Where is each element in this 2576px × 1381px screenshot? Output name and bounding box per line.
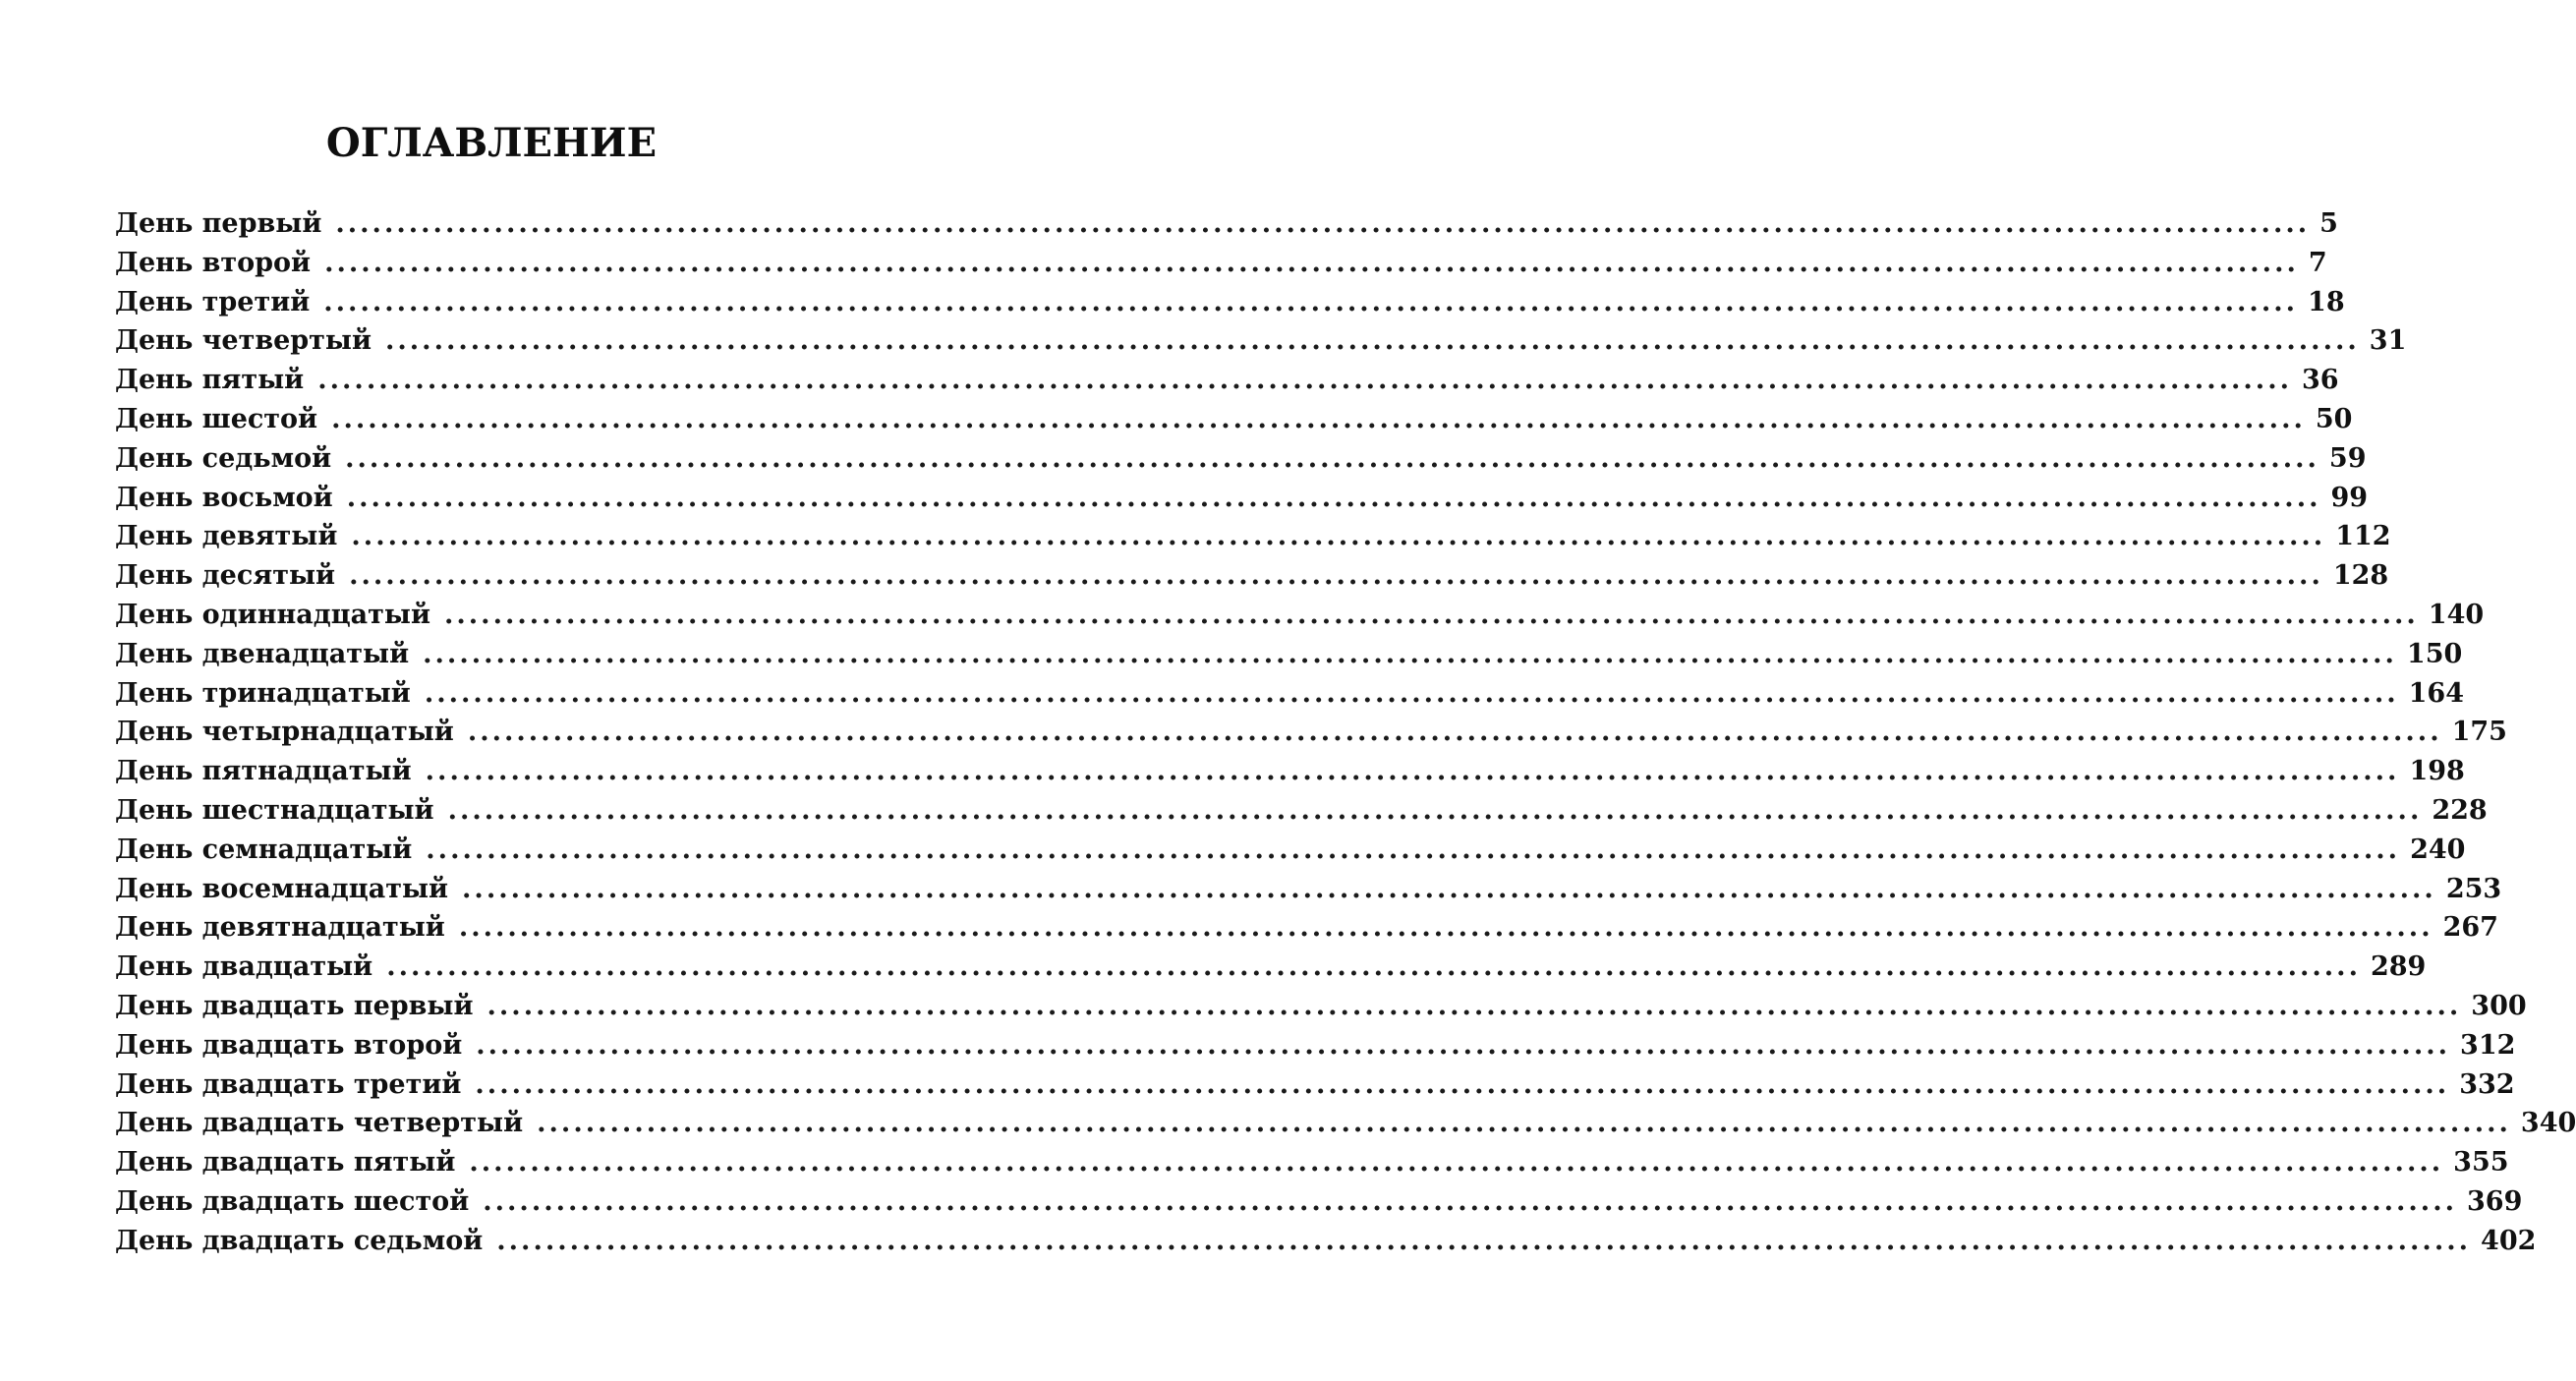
toc-entry [115, 713, 2507, 752]
toc-entry-page-number: 340 [2520, 1108, 2576, 1139]
toc-entry-title: День шестнадцатый [115, 794, 434, 826]
toc-entry-title: День двадцать четвертый [115, 1108, 524, 1139]
toc-entry [115, 1104, 2576, 1143]
toc-entry [115, 596, 2485, 635]
toc-dot-leader: .................................................................................................................................................................. [483, 1185, 2458, 1217]
toc-dot-leader: .................................................................................................................................................................. [496, 1225, 2472, 1256]
toc-entry-page-number: 253 [2445, 873, 2502, 904]
toc-entry [115, 361, 2339, 400]
toc-entry-page-number: 36 [2302, 365, 2339, 396]
toc-dot-leader: .................................................................................................................................................................. [317, 365, 2293, 396]
toc-entry [115, 244, 2327, 283]
toc-entry-title: День двадцать второй [115, 1029, 463, 1061]
toc-entry-title: День восьмой [115, 482, 333, 513]
toc-entry [115, 1143, 2509, 1182]
toc-entry-title: День девятый [115, 521, 338, 552]
toc-dot-leader: .................................................................................................................................................................. [469, 1147, 2444, 1179]
toc-entry-page-number: 5 [2319, 208, 2338, 239]
toc-entry-page-number: 267 [2442, 912, 2498, 944]
toc-entry-title: День второй [115, 247, 312, 278]
toc-entry [115, 321, 2407, 361]
toc-dot-leader: .................................................................................................................................................................. [537, 1108, 2511, 1139]
toc-dot-leader: .................................................................................................................................................................. [386, 951, 2361, 983]
toc-entry [115, 439, 2367, 479]
toc-entry [115, 283, 2345, 322]
toc-entry [115, 1026, 2516, 1065]
toc-entry [115, 752, 2465, 791]
toc-dot-leader: .................................................................................................................................................................. [426, 834, 2401, 865]
toc-entry-title: День двенадцатый [115, 638, 410, 669]
toc-dot-leader: .................................................................................................................................................................. [425, 756, 2400, 787]
table-of-contents [115, 204, 2576, 1261]
toc-dot-leader: .................................................................................................................................................................. [324, 247, 2299, 278]
toc-entry [115, 948, 2427, 987]
toc-entry-title: День седьмой [115, 442, 332, 474]
toc-entry [115, 517, 2391, 556]
toc-entry-page-number: 300 [2471, 990, 2527, 1021]
toc-dot-leader: .................................................................................................................................................................. [462, 873, 2436, 904]
toc-dot-leader: .................................................................................................................................................................. [423, 638, 2397, 669]
toc-entry-page-number: 31 [2369, 325, 2407, 357]
toc-entry [115, 791, 2488, 831]
toc-entry-page-number: 402 [2481, 1225, 2537, 1256]
toc-entry [115, 479, 2369, 518]
toc-entry-page-number: 355 [2453, 1147, 2509, 1179]
toc-entry [115, 1182, 2523, 1222]
toc-entry-page-number: 312 [2460, 1029, 2516, 1061]
toc-dot-leader: .................................................................................................................................................................. [349, 560, 2323, 592]
toc-dot-leader: .................................................................................................................................................................. [345, 442, 2319, 474]
toc-entry-title: День двадцать третий [115, 1068, 462, 1100]
toc-entry [115, 204, 2338, 244]
toc-dot-leader: .................................................................................................................................................................. [447, 794, 2423, 826]
toc-entry [115, 831, 2466, 870]
toc-entry-page-number: 175 [2451, 717, 2507, 748]
toc-entry-title: День двадцать пятый [115, 1147, 456, 1179]
toc-entry-title: День пятнадцатый [115, 756, 412, 787]
toc-dot-leader: .................................................................................................................................................................. [467, 717, 2442, 748]
toc-entry-page-number: 164 [2408, 677, 2464, 709]
toc-entry [115, 1222, 2537, 1261]
toc-entry [115, 908, 2498, 948]
toc-entry [115, 556, 2389, 596]
toc-entry-title: День четвертый [115, 325, 372, 357]
toc-entry [115, 1065, 2515, 1105]
toc-dot-leader: .................................................................................................................................................................. [331, 403, 2306, 434]
toc-entry-page-number: 128 [2332, 560, 2389, 592]
toc-entry-title: День тринадцатый [115, 677, 411, 709]
toc-entry-title: День одиннадцатый [115, 599, 430, 630]
toc-dot-leader: .................................................................................................................................................................. [335, 208, 2311, 239]
toc-entry-page-number: 50 [2315, 403, 2353, 434]
toc-entry [115, 674, 2464, 714]
toc-entry-title: День восемнадцатый [115, 873, 449, 904]
toc-entry-title: День десятый [115, 560, 336, 592]
toc-entry-page-number: 240 [2410, 834, 2466, 865]
toc-dot-leader: .................................................................................................................................................................. [424, 677, 2399, 709]
toc-entry-page-number: 112 [2335, 521, 2391, 552]
toc-dot-leader: .................................................................................................................................................................. [323, 286, 2299, 317]
toc-entry-title: День двадцать шестой [115, 1185, 470, 1217]
toc-entry [115, 635, 2463, 674]
toc-entry-page-number: 59 [2328, 442, 2367, 474]
toc-entry [115, 400, 2353, 439]
toc-entry-title: День двадцатый [115, 951, 373, 983]
toc-entry [115, 870, 2502, 909]
toc-entry-title: День двадцать первый [115, 990, 474, 1021]
toc-entry [115, 987, 2527, 1026]
toc-entry-page-number: 140 [2428, 599, 2485, 630]
toc-dot-leader: .................................................................................................................................................................. [443, 599, 2419, 630]
toc-entry-page-number: 289 [2370, 951, 2427, 983]
toc-entry-title: День четырнадцатый [115, 717, 454, 748]
toc-dot-leader: .................................................................................................................................................................. [487, 990, 2462, 1021]
toc-entry-title: День девятнадцатый [115, 912, 445, 944]
toc-entry-page-number: 198 [2409, 756, 2465, 787]
toc-entry-page-number: 228 [2432, 794, 2488, 826]
toc-entry-title: День семнадцатый [115, 834, 413, 865]
toc-entry-page-number: 369 [2467, 1185, 2523, 1217]
toc-dot-leader: .................................................................................................................................................................. [458, 912, 2433, 944]
toc-entry-page-number: 332 [2459, 1068, 2515, 1100]
toc-dot-leader: .................................................................................................................................................................. [476, 1029, 2451, 1061]
page-title: ОГЛАВЛЕНИЕ [325, 120, 658, 166]
toc-entry-title: День двадцать седьмой [115, 1225, 484, 1256]
toc-entry-page-number: 18 [2308, 286, 2345, 317]
toc-dot-leader: .................................................................................................................................................................. [384, 325, 2360, 357]
toc-entry-page-number: 7 [2308, 247, 2327, 278]
toc-entry-title: День пятый [115, 365, 305, 396]
toc-entry-page-number: 150 [2406, 638, 2463, 669]
toc-dot-leader: .................................................................................................................................................................. [346, 482, 2321, 513]
toc-dot-leader: .................................................................................................................................................................. [351, 521, 2326, 552]
toc-dot-leader: .................................................................................................................................................................. [475, 1068, 2450, 1100]
toc-entry-title: День шестой [115, 403, 318, 434]
toc-entry-page-number: 99 [2330, 482, 2369, 513]
toc-entry-title: День третий [115, 286, 311, 317]
toc-entry-title: День первый [115, 208, 322, 239]
